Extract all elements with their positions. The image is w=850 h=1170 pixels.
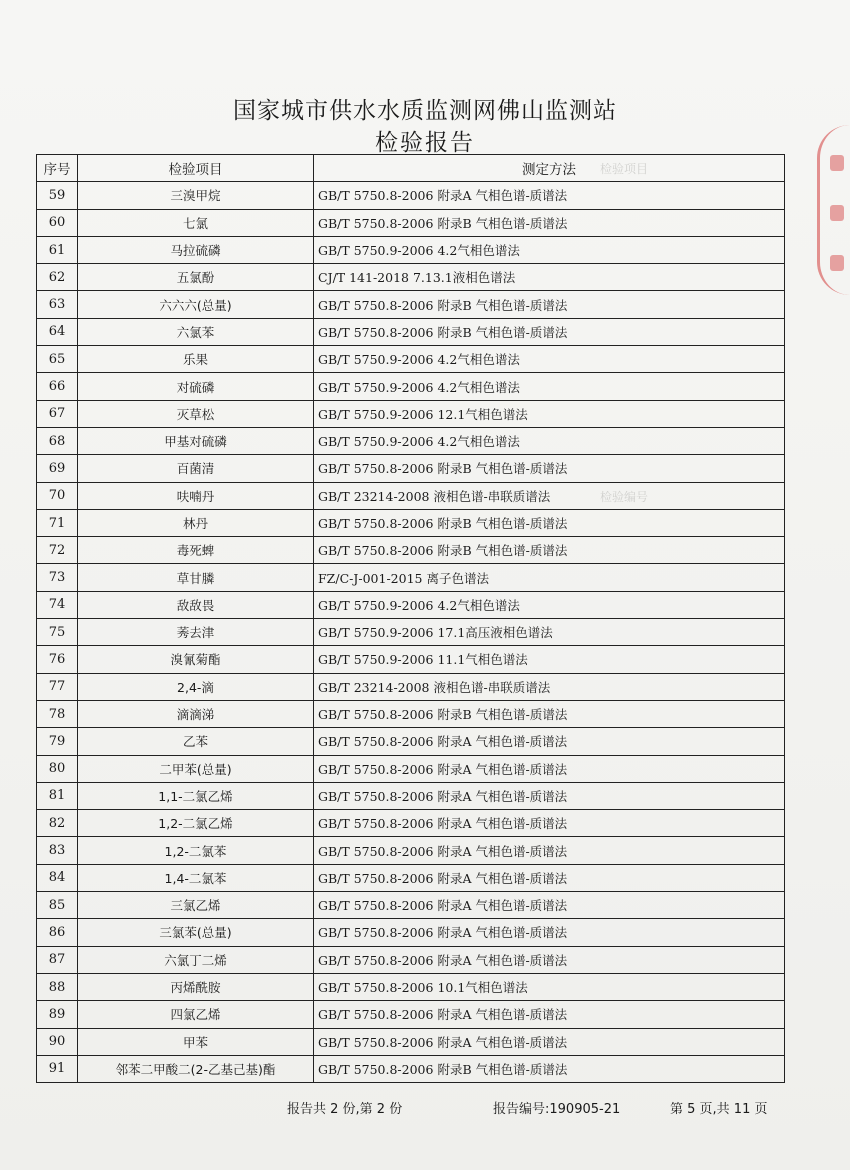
inspection-table bbox=[36, 154, 785, 1083]
row-item: 1,4-二氯苯 bbox=[78, 864, 314, 891]
row-method: GB/T 5750.9-2006 4.2气相色谱法 bbox=[314, 373, 785, 400]
row-method: GB/T 5750.8-2006 附录A 气相色谱-质谱法 bbox=[314, 1001, 785, 1028]
row-number: 87 bbox=[37, 946, 78, 973]
table-row bbox=[37, 837, 785, 864]
row-method: GB/T 5750.8-2006 附录B 气相色谱-质谱法 bbox=[314, 509, 785, 536]
row-method: GB/T 5750.8-2006 附录B 气相色谱-质谱法 bbox=[314, 700, 785, 727]
row-number: 73 bbox=[37, 564, 78, 591]
row-number: 65 bbox=[37, 346, 78, 373]
row-item: 三氯乙烯 bbox=[78, 892, 314, 919]
row-item: 乙苯 bbox=[78, 728, 314, 755]
row-item: 呋喃丹 bbox=[78, 482, 314, 509]
table-row bbox=[37, 264, 785, 291]
table-row bbox=[37, 373, 785, 400]
bleed-through-text: 检验编号 bbox=[600, 490, 649, 504]
row-method: GB/T 5750.8-2006 附录A 气相色谱-质谱法 bbox=[314, 919, 785, 946]
organization-title: 国家城市供水水质监测网佛山监测站 bbox=[233, 98, 617, 124]
table-row bbox=[37, 400, 785, 427]
row-item: 溴氰菊酯 bbox=[78, 646, 314, 673]
table-row bbox=[37, 1001, 785, 1028]
table-row bbox=[37, 291, 785, 318]
table-row bbox=[37, 864, 785, 891]
table-row bbox=[37, 209, 785, 236]
table-row bbox=[37, 919, 785, 946]
row-method: GB/T 5750.8-2006 附录A 气相色谱-质谱法 bbox=[314, 837, 785, 864]
row-number: 72 bbox=[37, 537, 78, 564]
row-number: 63 bbox=[37, 291, 78, 318]
row-method: GB/T 5750.8-2006 附录A 气相色谱-质谱法 bbox=[314, 755, 785, 782]
table-row bbox=[37, 728, 785, 755]
seal-mark bbox=[830, 155, 844, 171]
row-method: GB/T 5750.8-2006 附录A 气相色谱-质谱法 bbox=[314, 728, 785, 755]
table-row bbox=[37, 1055, 785, 1082]
table-row bbox=[37, 455, 785, 482]
row-method: GB/T 5750.8-2006 附录B 气相色谱-质谱法 bbox=[314, 455, 785, 482]
row-number: 70 bbox=[37, 482, 78, 509]
table-row bbox=[37, 646, 785, 673]
table-row bbox=[37, 537, 785, 564]
table-row bbox=[37, 564, 785, 591]
table-row bbox=[37, 700, 785, 727]
row-number: 61 bbox=[37, 236, 78, 263]
row-method: FZ/C-J-001-2015 离子色谱法 bbox=[314, 564, 785, 591]
row-number: 76 bbox=[37, 646, 78, 673]
row-method: GB/T 5750.8-2006 附录B 气相色谱-质谱法 bbox=[314, 291, 785, 318]
table-row bbox=[37, 810, 785, 837]
row-item: 六六六(总量) bbox=[78, 291, 314, 318]
row-method: GB/T 5750.8-2006 附录A 气相色谱-质谱法 bbox=[314, 892, 785, 919]
table-row bbox=[37, 427, 785, 454]
row-item: 敌敌畏 bbox=[78, 591, 314, 618]
table-row bbox=[37, 591, 785, 618]
table-row bbox=[37, 346, 785, 373]
row-method: GB/T 5750.8-2006 附录B 气相色谱-质谱法 bbox=[314, 537, 785, 564]
table-row bbox=[37, 1028, 785, 1055]
row-item: 1,2-二氯苯 bbox=[78, 837, 314, 864]
row-method: GB/T 5750.8-2006 10.1气相色谱法 bbox=[314, 973, 785, 1000]
row-item: 毒死蜱 bbox=[78, 537, 314, 564]
row-method: GB/T 5750.8-2006 附录B 气相色谱-质谱法 bbox=[314, 1055, 785, 1082]
row-item: 灭草松 bbox=[78, 400, 314, 427]
table-row bbox=[37, 509, 785, 536]
table-row bbox=[37, 782, 785, 809]
row-number: 83 bbox=[37, 837, 78, 864]
row-item: 1,1-二氯乙烯 bbox=[78, 782, 314, 809]
row-number: 88 bbox=[37, 973, 78, 1000]
row-number: 69 bbox=[37, 455, 78, 482]
row-method: GB/T 5750.8-2006 附录A 气相色谱-质谱法 bbox=[314, 864, 785, 891]
column-header-number: 序号 bbox=[37, 155, 78, 182]
row-method: GB/T 5750.9-2006 11.1气相色谱法 bbox=[314, 646, 785, 673]
table-header-row bbox=[37, 155, 785, 182]
table-row bbox=[37, 973, 785, 1000]
row-item: 乐果 bbox=[78, 346, 314, 373]
row-number: 64 bbox=[37, 318, 78, 345]
row-item: 滴滴涕 bbox=[78, 700, 314, 727]
row-method: GB/T 5750.8-2006 附录A 气相色谱-质谱法 bbox=[314, 182, 785, 209]
row-item: 三溴甲烷 bbox=[78, 182, 314, 209]
row-number: 77 bbox=[37, 673, 78, 700]
row-item: 三氯苯(总量) bbox=[78, 919, 314, 946]
row-number: 89 bbox=[37, 1001, 78, 1028]
row-number: 67 bbox=[37, 400, 78, 427]
row-method: GB/T 5750.8-2006 附录A 气相色谱-质谱法 bbox=[314, 782, 785, 809]
row-item: 五氯酚 bbox=[78, 264, 314, 291]
row-method: GB/T 5750.9-2006 17.1高压液相色谱法 bbox=[314, 619, 785, 646]
row-method: GB/T 5750.9-2006 12.1气相色谱法 bbox=[314, 400, 785, 427]
row-number: 86 bbox=[37, 919, 78, 946]
row-item: 六氯丁二烯 bbox=[78, 946, 314, 973]
row-number: 85 bbox=[37, 892, 78, 919]
row-item: 四氯乙烯 bbox=[78, 1001, 314, 1028]
row-method: GB/T 5750.9-2006 4.2气相色谱法 bbox=[314, 591, 785, 618]
row-number: 82 bbox=[37, 810, 78, 837]
row-method: GB/T 5750.9-2006 4.2气相色谱法 bbox=[314, 236, 785, 263]
bleed-through-text: 检验项目 bbox=[600, 162, 649, 176]
row-number: 90 bbox=[37, 1028, 78, 1055]
row-method: GB/T 5750.8-2006 附录A 气相色谱-质谱法 bbox=[314, 810, 785, 837]
row-item: 邻苯二甲酸二(2-乙基己基)酯 bbox=[78, 1055, 314, 1082]
report-number: 报告编号:190905-21 bbox=[493, 1102, 621, 1117]
report-title: 检验报告 bbox=[375, 130, 475, 156]
row-item: 丙烯酰胺 bbox=[78, 973, 314, 1000]
row-number: 75 bbox=[37, 619, 78, 646]
seal-mark bbox=[830, 205, 844, 221]
column-header-item: 检验项目 bbox=[78, 155, 314, 182]
row-method: GB/T 5750.8-2006 附录A 气相色谱-质谱法 bbox=[314, 946, 785, 973]
row-item: 甲基对硫磷 bbox=[78, 427, 314, 454]
table-row bbox=[37, 318, 785, 345]
row-number: 74 bbox=[37, 591, 78, 618]
row-item: 莠去津 bbox=[78, 619, 314, 646]
row-item: 2,4-滴 bbox=[78, 673, 314, 700]
row-item: 对硫磷 bbox=[78, 373, 314, 400]
column-header-method: 测定方法 bbox=[314, 155, 785, 182]
row-method: GB/T 23214-2008 液相色谱-串联质谱法 bbox=[314, 482, 785, 509]
row-item: 七氯 bbox=[78, 209, 314, 236]
row-item: 六氯苯 bbox=[78, 318, 314, 345]
row-method: GB/T 5750.8-2006 附录B 气相色谱-质谱法 bbox=[314, 209, 785, 236]
row-method: CJ/T 141-2018 7.13.1液相色谱法 bbox=[314, 264, 785, 291]
table-row bbox=[37, 673, 785, 700]
page-indicator: 第 5 页,共 11 页 bbox=[670, 1102, 768, 1117]
row-number: 68 bbox=[37, 427, 78, 454]
row-number: 60 bbox=[37, 209, 78, 236]
row-number: 81 bbox=[37, 782, 78, 809]
row-item: 林丹 bbox=[78, 509, 314, 536]
row-method: GB/T 23214-2008 液相色谱-串联质谱法 bbox=[314, 673, 785, 700]
seal-mark bbox=[830, 255, 844, 271]
row-number: 91 bbox=[37, 1055, 78, 1082]
table-row bbox=[37, 182, 785, 209]
table-row bbox=[37, 482, 785, 509]
row-number: 66 bbox=[37, 373, 78, 400]
row-item: 甲苯 bbox=[78, 1028, 314, 1055]
row-item: 百菌清 bbox=[78, 455, 314, 482]
row-number: 79 bbox=[37, 728, 78, 755]
row-item: 1,2-二氯乙烯 bbox=[78, 810, 314, 837]
row-item: 二甲苯(总量) bbox=[78, 755, 314, 782]
row-method: GB/T 5750.8-2006 附录A 气相色谱-质谱法 bbox=[314, 1028, 785, 1055]
row-number: 71 bbox=[37, 509, 78, 536]
report-copies: 报告共 2 份,第 2 份 bbox=[287, 1102, 403, 1117]
row-number: 84 bbox=[37, 864, 78, 891]
row-item: 草甘膦 bbox=[78, 564, 314, 591]
row-number: 78 bbox=[37, 700, 78, 727]
row-number: 80 bbox=[37, 755, 78, 782]
table-row bbox=[37, 236, 785, 263]
table-row bbox=[37, 892, 785, 919]
row-method: GB/T 5750.9-2006 4.2气相色谱法 bbox=[314, 346, 785, 373]
table-row bbox=[37, 946, 785, 973]
row-item: 马拉硫磷 bbox=[78, 236, 314, 263]
row-method: GB/T 5750.8-2006 附录B 气相色谱-质谱法 bbox=[314, 318, 785, 345]
row-method: GB/T 5750.9-2006 4.2气相色谱法 bbox=[314, 427, 785, 454]
row-number: 62 bbox=[37, 264, 78, 291]
table-row bbox=[37, 755, 785, 782]
table-row bbox=[37, 619, 785, 646]
row-number: 59 bbox=[37, 182, 78, 209]
